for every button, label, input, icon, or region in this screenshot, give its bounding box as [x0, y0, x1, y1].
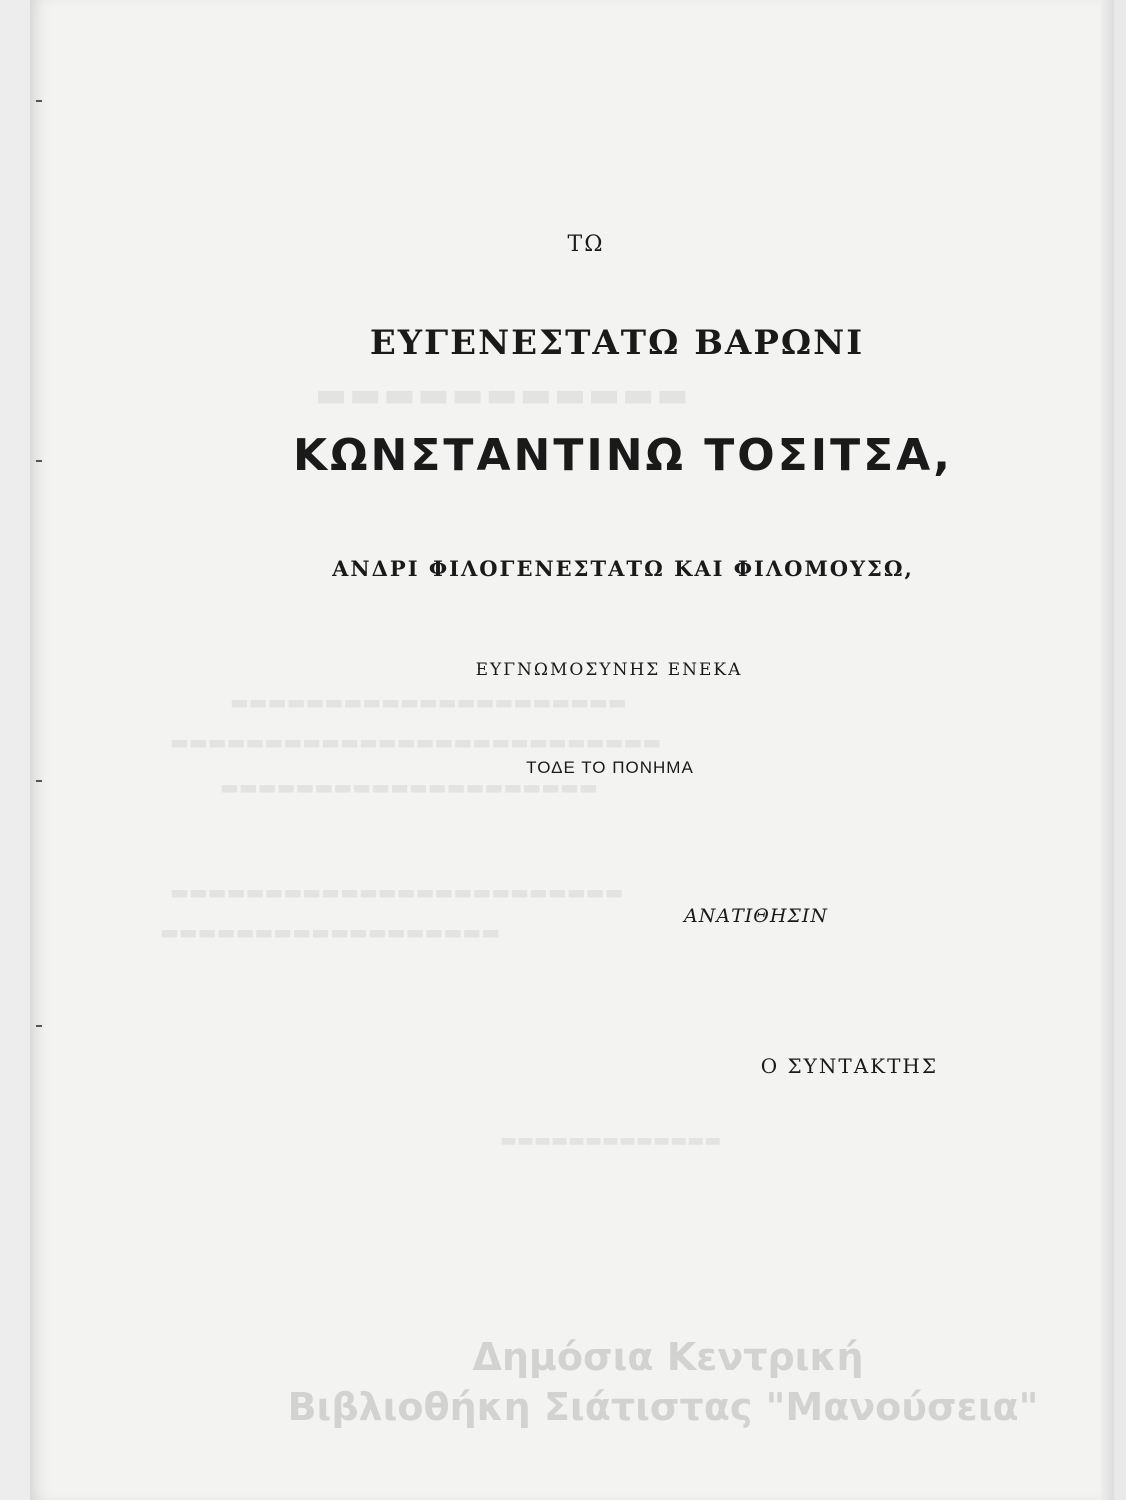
dedication-line-work: ΤΟΔΕ ΤΟ ΠΟΝΗΜΑ [526, 758, 694, 777]
bleed-through-text: ▬▬▬▬▬▬▬▬▬▬▬ [315, 375, 691, 415]
dedication-line-name: ΚΩΝΣΤΑΝΤΙΝΩ ΤΟΣΙΤΣΑ, [293, 430, 953, 481]
dedication-line-qualities: ΑΝΔΡΙ ΦΙΛΟΓΕΝΕΣΤΑΤΩ ΚΑΙ ΦΙΛΟΜΟΥΣΩ, [332, 556, 914, 581]
binding-mark [36, 780, 42, 782]
bleed-through-text: ▬▬▬▬▬▬▬▬▬▬▬▬▬ [500, 1130, 722, 1151]
dedication-line-dedicates: ΑΝΑΤΙΘΗΣΙΝ [684, 905, 828, 927]
dedication-line-to: ΤΩ [567, 232, 605, 257]
dedication-line-gratitude: ΕΥΓΝΩΜΟΣΥΝΗΣ ΕΝΕΚΑ [475, 660, 743, 680]
bleed-through-text: ▬▬▬▬▬▬▬▬▬▬▬▬▬▬▬▬▬▬▬▬▬ [230, 690, 627, 714]
bleed-through-text: ▬▬▬▬▬▬▬▬▬▬▬▬▬▬▬▬▬▬▬▬▬▬▬▬ [170, 880, 624, 904]
bleed-through-text: ▬▬▬▬▬▬▬▬▬▬▬▬▬▬▬▬▬▬▬▬ [220, 775, 598, 799]
binding-mark [36, 100, 42, 102]
page-edge [1100, 0, 1114, 1500]
dedication-line-author: Ο ΣΥΝΤΑΚΤΗΣ [760, 1054, 938, 1078]
bleed-through-text: ▬▬▬▬▬▬▬▬▬▬▬▬▬▬▬▬▬▬▬▬▬▬▬▬▬▬ [170, 730, 662, 754]
page-gutter [0, 0, 31, 1500]
bleed-through-text: ▬▬▬▬▬▬▬▬▬▬▬▬▬▬▬▬▬▬ [160, 920, 501, 944]
binding-mark [36, 1025, 42, 1027]
dedication-line-title: ΕΥΓΕΝΕΣΤΑΤΩ ΒΑΡΩΝΙ [369, 323, 865, 363]
library-watermark-line2: Βιβλιοθήκη Σιάτιστας "Μανούσεια" [287, 1385, 1039, 1429]
binding-mark [36, 460, 42, 462]
library-watermark-line1: Δημόσια Κεντρική [472, 1335, 864, 1379]
